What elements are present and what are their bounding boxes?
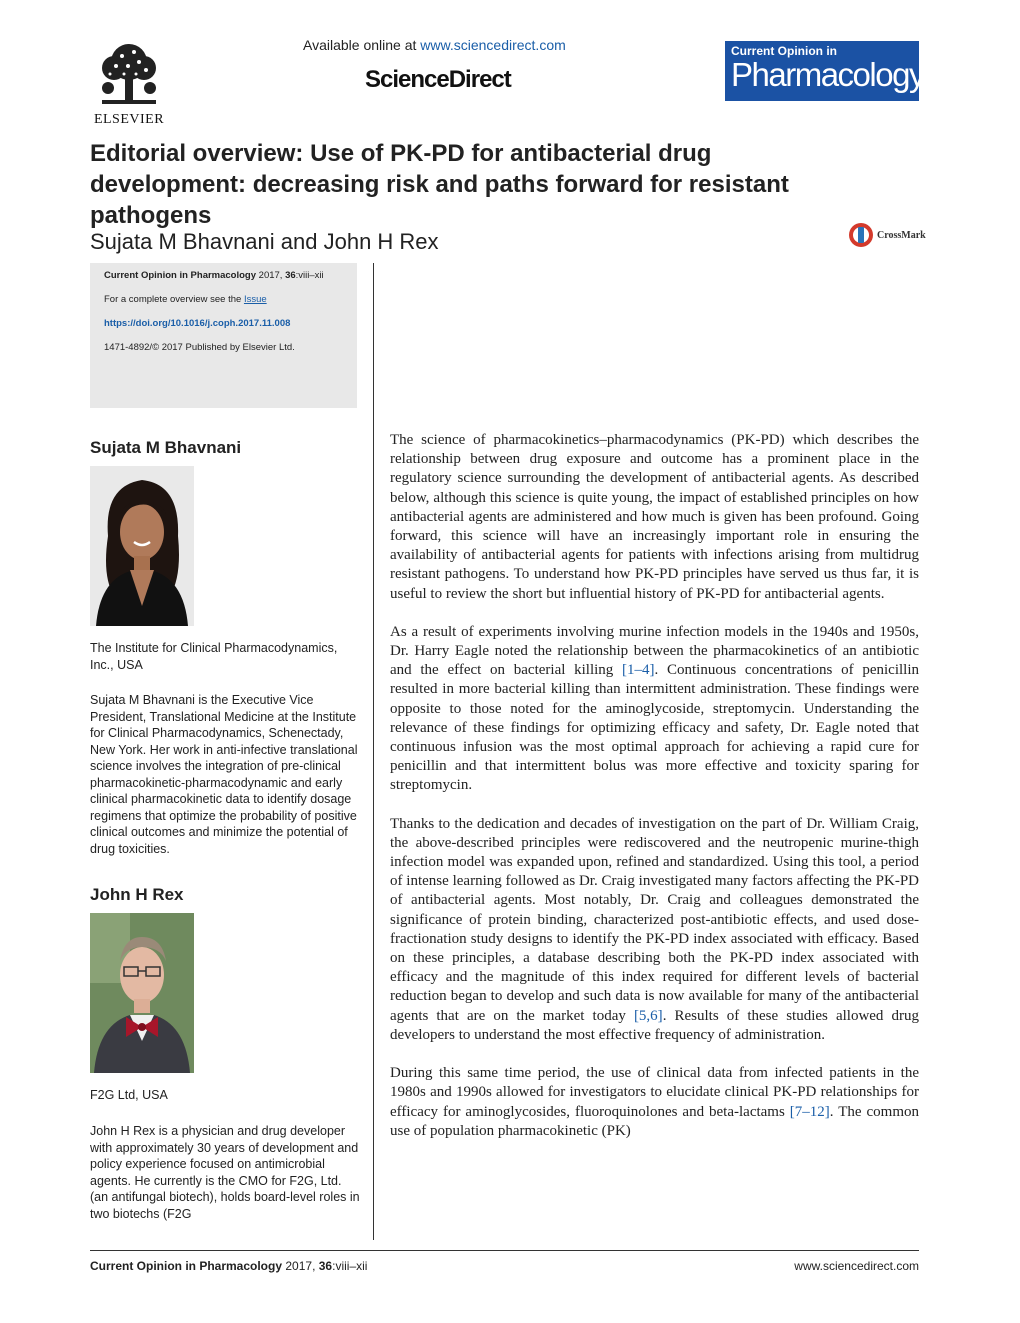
- bio-text-rex: John H Rex is a physician and drug developer with approximately 30 years of development and policy experience focused on antimicrobial agents. He currently is the CMO for F2G, Ltd. (an antifungal biotech), holds board-level roles in two biotechs (F2G: [90, 1124, 360, 1221]
- citation-link-5-6[interactable]: [5,6]: [633, 1007, 663, 1024]
- p3-text-a: Thanks to the dedication and decades of investigation on the part of Dr. William Craig, the above-described principles were rediscovered and the neutropenic murine-thigh infection model was expanded upon, refined and standardized. Using this tool, a period of intense learning followed as Dr. Craig investigated many factors affecting the PK-PD of antibacterial agents. Most notably, Dr. Craig and colleagues demonstrated the significance of protein binding, characterized post-antibiotic effects, and used dose-fractionation study designs to identify the PK-PD index associated with efficacy. Based on these principles, a database describing both the PK-PD index associated with efficacy and the magnitude of this index required for different levels of bacterial reduction began to develop and such data is now available for many of the antibacterial agents that are on the market today: [390, 815, 919, 1024]
- footer-volume: 36: [318, 1259, 333, 1273]
- column-divider: [373, 263, 374, 1240]
- article-info-box: [90, 263, 357, 408]
- footer-year: 2017,: [285, 1259, 316, 1273]
- footer-pages: :viii–xii: [332, 1259, 368, 1273]
- photo-bhavnani-icon: [90, 466, 194, 626]
- p4-text-a: During this same time period, the use of clinical data from infected patients in the 1980s and 1990s allowed for investigators to elucidate clinical PK-PD relationships for efficacy for aminoglycosides, fluoroquinolones and beta-lactams: [390, 1065, 919, 1120]
- p3-text-b: . Results of these studies allowed drug developers to understand the most effective frequency of administration.: [390, 1007, 920, 1043]
- article-authors: Sujata M Bhavnani and John H Rex: [90, 229, 439, 254]
- body-paragraph-3: [390, 815, 919, 1045]
- elsevier-logo: [90, 40, 168, 128]
- article-body: [390, 431, 919, 1160]
- journal-badge[interactable]: [725, 41, 924, 101]
- elsevier-tree-icon: [94, 40, 164, 110]
- p4-text-b: . The common use of population pharmacokinetic (PK): [390, 1103, 920, 1139]
- overview-line: [104, 293, 343, 306]
- publisher-name: ELSEVIER: [93, 112, 165, 127]
- issue-link[interactable]: Issue: [243, 294, 267, 305]
- journal-badge-line2: Pharmacology: [731, 56, 924, 93]
- footer-citation: [90, 1259, 367, 1273]
- p2-text-a: As a result of experiments involving murine infection models in the 1940s and 1950s, Dr. Harry Eagle noted the relationship between the pharmacokinetics of an antibiotic and the effect on bacterial killing: [390, 623, 919, 679]
- article-title: Editorial overview: Use of PK-PD for antibacterial drug development: decreasing risk and paths forward for resistant pathogens: [90, 140, 789, 229]
- citation-pages: :viii–xii: [295, 270, 324, 281]
- crossmark-icon: [848, 222, 874, 248]
- body-paragraph-1: The science of pharmacokinetics–pharmacodynamics (PK-PD) which describes the relationship between drug exposure and outcome has a prominent place in the regulatory science surrounding the development of antibacterial agents. As described below, although this science is quite young, the impact of established principles on how antibacterial agents are administered and how much is given has been profound. Going forward, this science will have an increasingly important role in ensuring the availability of antibacterial agents for patients with infections arising from multidrug resistant pathogens. To understand how PK-PD principles have served us thus far, it is useful to review the short but influential history of PK-PD for antibacterial agents.: [390, 432, 919, 602]
- bio-affiliation-rex: F2G Ltd, USA: [90, 1088, 168, 1102]
- body-paragraph-4: [390, 1064, 919, 1141]
- footer-rule: [90, 1250, 919, 1251]
- bio-affiliation-bhavnani: The Institute for Clinical Pharmacodynamics, Inc., USA: [90, 641, 338, 672]
- bio-name-bhavnani: Sujata M Bhavnani: [90, 438, 242, 457]
- citation-line: [104, 269, 343, 282]
- overview-prefix: For a complete overview see the: [104, 294, 242, 305]
- doi-line: [104, 317, 343, 330]
- bio-name-rex: John H Rex: [90, 885, 184, 904]
- p2-text-b: . Continuous concentrations of penicillin resulted in more bacterial killing than intermittent administration. These findings were opposite to those noted for the aminoglycoside, streptomycin. Understanding the relevance of these findings for optimizing efficacy and safety, Dr. Eagle noted that continuous infusion was the most optimal approach for achieving a rapid cure for penicillin and that intermittent bolus was more effective and toxicity sparing for streptomycin.: [390, 662, 919, 794]
- available-online: [303, 37, 566, 53]
- citation-journal: Current Opinion in Pharmacology: [104, 270, 257, 281]
- bio-text-bhavnani: Sujata M Bhavnani is the Executive Vice President, Translational Medicine at the Institute for Clinical Pharmacodynamics, Schenectady, New York. Her work in anti-infective translational science involves the integration of pre-clinical pharmacokinetic-pharmacodynamic and early clinical pharmacokinetic data to identify dosage regimens that optimize the probability of positive clinical outcomes and minimize the potential of drug toxicities.: [90, 693, 358, 856]
- journal-badge-line1: Current Opinion in: [731, 44, 837, 58]
- crossmark-button[interactable]: [848, 222, 926, 250]
- citation-link-1-4[interactable]: [1–4]: [622, 662, 655, 679]
- copyright-line: 1471-4892/© 2017 Published by Elsevier Ltd.: [104, 342, 295, 353]
- author-photo-rex: [90, 913, 194, 1073]
- crossmark-label: CrossMark: [877, 230, 926, 241]
- body-paragraph-2: [390, 623, 919, 796]
- available-prefix: Available online at: [303, 37, 417, 53]
- photo-rex-icon: [90, 913, 194, 1073]
- doi-link[interactable]: https://doi.org/10.1016/j.coph.2017.11.008: [104, 318, 291, 329]
- citation-link-7-12[interactable]: [7–12]: [789, 1103, 830, 1120]
- citation-volume: 36: [285, 270, 296, 281]
- citation-year: 2017,: [258, 270, 283, 281]
- sciencedirect-brand: ScienceDirect: [365, 66, 511, 93]
- author-photo-bhavnani: [90, 466, 194, 626]
- footer-journal: Current Opinion in Pharmacology: [90, 1259, 283, 1273]
- sciencedirect-link[interactable]: www.sciencedirect.com: [420, 37, 566, 53]
- footer-url[interactable]: www.sciencedirect.com: [794, 1259, 919, 1273]
